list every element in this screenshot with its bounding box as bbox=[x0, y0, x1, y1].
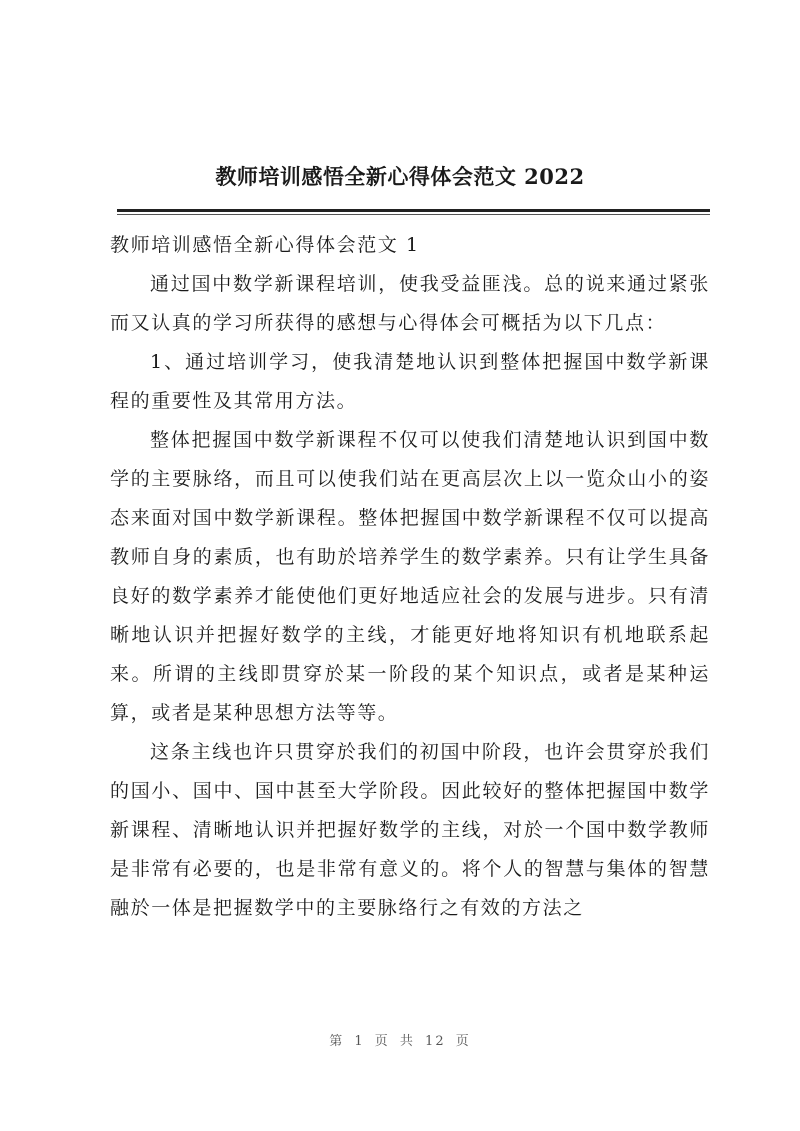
paragraph: 这条主线也许只贯穿於我们的初国中阶段，也许会贯穿於我们的国小、国中、国中甚至大学阶段。因此较好的整体把握国中数学新课程、清晰地认识并把握好数学的主线，对於一个国中数学教师是非常有必要的，也是非常有意义的。将个人的智慧与集体的智慧融於一体是把握数学中的主要脉络行之有效的方法之 bbox=[110, 741, 710, 919]
title-divider-thin bbox=[117, 214, 710, 215]
section-heading: 教师培训感悟全新心得体会范文 1 bbox=[110, 234, 420, 256]
paragraph: 整体把握国中数学新课程不仅可以使我们清楚地认识到国中数学的主要脉络，而且可以使我们站在更高层次上以一览众山小的姿态来面对国中数学新课程。整体把握国中数学新课程不仅可以提高教师自身的素质，也有助於培养学生的数学素养。只有让学生具备良好的数学素养才能使他们更好地适应社会的发展与进步。只有清晰地认识并把握好数学的主线，才能更好地将知识有机地联系起来。所谓的主线即贯穿於某一阶段的某个知识点，或者是某种运算，或者是某种思想方法等等。 bbox=[110, 429, 710, 724]
document-body bbox=[110, 226, 710, 928]
title-divider bbox=[117, 209, 710, 212]
page-number-footer: 第 1 页 共 12 页 bbox=[329, 1034, 471, 1049]
paragraph: 1、通过培训学习，使我清楚地认识到整体把握国中数学新课程的重要性及其常用方法。 bbox=[110, 351, 710, 412]
paragraph: 通过国中数学新课程培训，使我受益匪浅。总的说来通过紧张而又认真的学习所获得的感想与心得体会可概括为以下几点： bbox=[110, 273, 710, 334]
document-title: 教师培训感悟全新心得体会范文 2022 bbox=[215, 164, 585, 189]
